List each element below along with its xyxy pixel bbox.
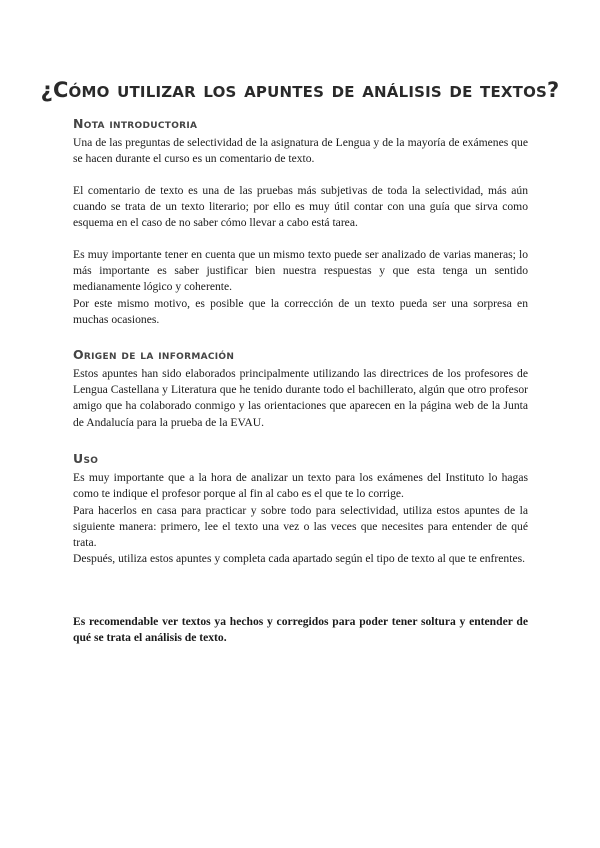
intro-paragraph-3: Es muy importante tener en cuenta que un mismo texto puede ser analizado de varias maneras; lo más importante es saber justificar bien nuestra respuestas y que esta tenga un sentido medianamente lógico y coherente.	[73, 248, 528, 294]
page-title: ¿Cómo utilizar los apuntes de análisis de textos?	[40, 78, 560, 102]
closing-recommendation: Es recomendable ver textos ya hechos y corregidos para poder tener soltura y entender de qué se trata el análisis de texto.	[73, 615, 528, 645]
uso-paragraph-1: Es muy importante que a la hora de analizar un texto para los exámenes del Instituto lo hagas como te indique el profesor porque al fin al cabo es el que te lo corrige.	[73, 471, 528, 501]
intro-paragraph-4: Por este mismo motivo, es posible que la corrección de un texto pueda ser una sorpresa en muchas ocasiones.	[73, 297, 528, 327]
section-heading-nota-introductoria: Nota introductoria	[73, 116, 198, 131]
section-heading-uso: Uso	[73, 451, 99, 466]
section-heading-origen: Origen de la información	[73, 347, 235, 362]
origen-paragraph-1: Estos apuntes han sido elaborados principalmente utilizando las directrices de los profesores de Lengua Castellana y Literatura que he tenido durante todo el bachillerato, algún que otro profesor amigo que ha colaborado conmigo y las orientaciones que aparecen en la página web de la Junta de Andalucía para la prueba de la EVAU.	[73, 367, 528, 429]
intro-paragraph-2: El comentario de texto es una de las pruebas más subjetivas de toda la selectividad, más aún cuando se trata de un texto literario; por ello es muy útil contar con una guía que sirva como esquema en el caso de no saber cómo llevar a cabo está tarea.	[73, 184, 528, 230]
intro-paragraph-1: Una de las preguntas de selectividad de la asignatura de Lengua y de la mayoría de exámenes que se hacen durante el curso es un comentario de texto.	[73, 136, 528, 166]
uso-paragraph-3: Después, utiliza estos apuntes y completa cada apartado según el tipo de texto al que te enfrentes.	[73, 552, 525, 565]
uso-paragraph-2: Para hacerlos en casa para practicar y sobre todo para selectividad, utiliza estos apuntes de la siguiente manera: primero, lee el texto una vez o las veces que necesites para entender de qué trata.	[73, 504, 528, 550]
